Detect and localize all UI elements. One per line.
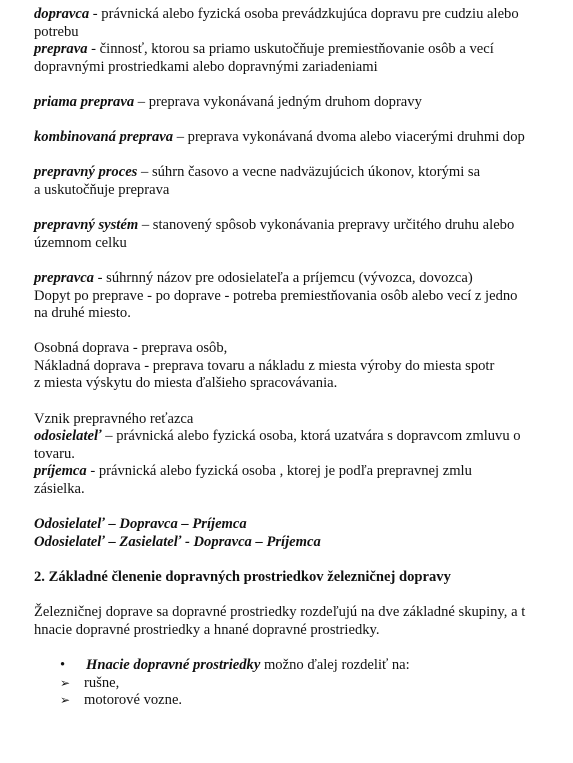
term: prepravca [34,269,94,286]
text-line: Dopyt po preprave - po doprave - potreba premiestňovania osôb alebo vecí z jedno [34,287,518,304]
text-line: Osobná doprava - preprava osôb, [34,340,228,357]
definition-preprava [34,41,573,59]
arrow-bullet-icon: ➢ [60,693,71,708]
text-line: Vznik prepravného reťazca [34,410,194,427]
definition-priama-preprava [34,94,573,112]
definition-text: - právnická alebo fyzická osoba , ktorej je podľa prepravnej zmlu [86,463,472,480]
definition-prepravny-proces [34,164,573,182]
sub-list [34,675,573,710]
list-item-text: motorové vozne. [84,692,183,709]
definition-prepravca [34,270,573,288]
definition-text: – preprava vykonávaná jedným druhom dopravy [134,93,422,110]
term: kombinovaná preprava [34,129,174,146]
definition-kombinovana-preprava [34,129,573,147]
chain-line: Odosielateľ – Dopravca – Príjemca [34,516,247,533]
definition-text: – stanovený spôsob vykonávania prepravy určitého druhu alebo [138,217,515,234]
definition-text: - súhrnný názov pre odosielateľa a príjemcu (vývozca, dovozca) [93,269,473,286]
text-line: na druhé miesto. [34,305,131,322]
text-line: hnacie dopravné prostriedky a hnané dopravné prostriedky. [34,621,380,638]
definition-text: - činnosť, ktorou sa priamo uskutočňuje premiestňovanie osôb a vecí [87,41,494,58]
text-line: z miesta výskytu do miesta ďalšieho spracovávania. [34,375,338,392]
text-line: územnom celku [34,234,127,251]
definition-odosielatel [34,428,573,446]
definition-text: – súhrn časovo a vecne nadväzujúcich úkonov, ktorými sa [137,164,481,181]
list-item [34,692,573,710]
bullet-icon: • [60,656,66,673]
definition-text: - právnická alebo fyzická osoba prevádzkujúca dopravu pre cudziu alebo [89,6,519,22]
term: priama preprava [34,93,135,110]
definition-text: – preprava vykonávaná dvoma alebo viacerými druhmi dop [173,129,525,146]
term: dopravca [34,6,90,22]
term: odosielateľ [34,428,102,445]
definition-prepravny-system [34,217,573,235]
term: prepravný proces [34,164,138,181]
definition-prijemca [34,463,573,481]
bullet-list [34,657,573,675]
term: príjemca [34,463,87,480]
text-line: dopravnými prostriedkami alebo dopravnými zariadeniami [34,58,378,75]
text-line: tovaru. [34,445,75,462]
text-line: Železničnej doprave sa dopravné prostriedky rozdeľujú na dve základné skupiny, a t [34,604,526,621]
text-line: Nákladná doprava - preprava tovaru a nákladu z miesta výroby do miesta spotr [34,357,495,374]
list-item [34,657,573,675]
list-item [34,675,573,693]
arrow-bullet-icon: ➢ [60,675,71,690]
list-item-text: rušne, [84,674,120,691]
definition-text: – právnická alebo fyzická osoba, ktorá uzatvára s dopravcom zmluvu o [101,428,521,445]
definition-dopravca [34,6,573,24]
section-heading: 2. Základné členenie dopravných prostriedkov železničnej dopravy [34,569,451,585]
text-line: a uskutočňuje preprava [34,181,170,198]
term: Hnacie dopravné prostriedky [86,656,261,673]
document-page [34,6,573,710]
term: prepravný systém [34,217,139,234]
chain-line: Odosielateľ – Zasielateľ - Dopravca – Príjemca [34,533,321,550]
list-item-text: možno ďalej rozdeliť na: [260,656,410,673]
term: preprava [34,41,88,58]
text-line: zásielka. [34,481,85,498]
text-line: potrebu [34,23,79,40]
